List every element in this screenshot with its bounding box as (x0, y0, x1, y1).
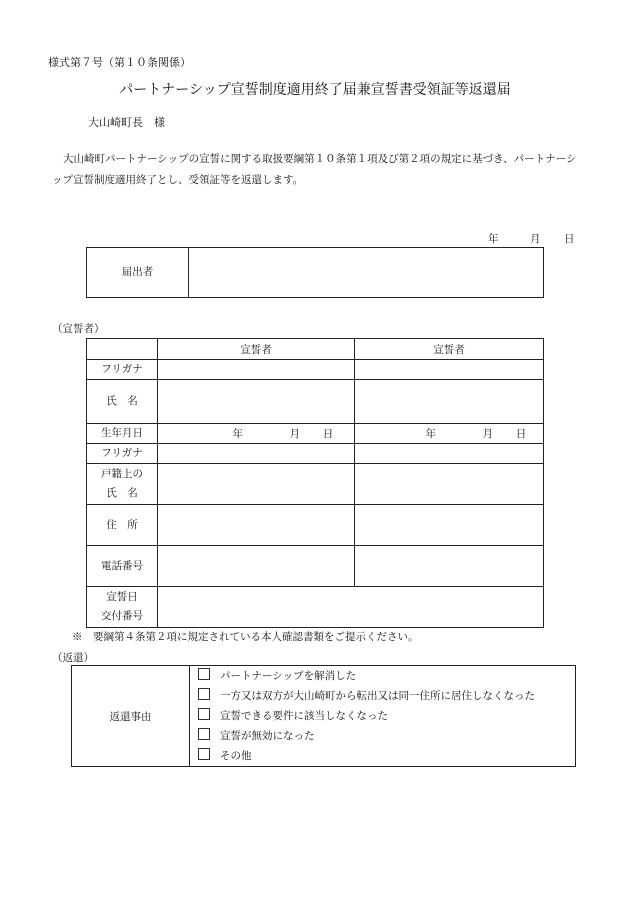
reason-text: 宣誓できる要件に該当しなくなった (220, 710, 388, 722)
name-label: 氏 名 (87, 380, 158, 424)
phone-label: 電話番号 (87, 546, 158, 587)
id-document-note: ※ 要綱第４条第２項に規定されている本人確認書類をご提示ください。 (72, 631, 419, 643)
date-day-label: 日 (564, 233, 575, 245)
declarant-2-birthdate-field[interactable] (355, 424, 544, 444)
reason-option[interactable] (190, 686, 575, 706)
birth-month-label: 月 (482, 428, 493, 440)
form-number: 様式第７号（第１０条関係） (48, 56, 191, 69)
return-reason-options (190, 666, 576, 767)
reason-option[interactable] (190, 746, 575, 766)
declarant-1-koseki-name-field[interactable] (158, 464, 355, 505)
header-blank (87, 339, 158, 360)
issue-number-label: 交付番号 (101, 610, 143, 622)
submission-date[interactable] (488, 231, 575, 246)
koseki-name-label (87, 464, 158, 505)
address-label: 住 所 (87, 505, 158, 546)
declarant-2-name-field[interactable] (355, 380, 544, 424)
declarant-table (86, 338, 544, 628)
checkbox[interactable] (198, 688, 210, 700)
reason-option[interactable] (190, 706, 575, 726)
checkbox[interactable] (198, 708, 210, 720)
checkbox[interactable] (198, 728, 210, 740)
declarant-2-phone-field[interactable] (355, 546, 544, 587)
birthdate-label: 生年月日 (87, 424, 158, 444)
return-reason-label: 返還事由 (72, 666, 190, 767)
declarant-2-furigana-field[interactable] (355, 360, 544, 380)
reason-text: 宣誓が無効になった (220, 730, 315, 742)
reason-option[interactable] (190, 726, 575, 746)
date-year-label: 年 (488, 233, 499, 245)
declarant-caption: （宣誓者） (52, 323, 105, 335)
return-table (71, 665, 576, 767)
birth-month-label: 月 (289, 428, 300, 440)
birth-day-label: 日 (322, 428, 334, 440)
declarant-1-address-field[interactable] (158, 505, 355, 546)
filer-label: 届出者 (87, 248, 189, 298)
declarant-1-birthdate-field[interactable] (158, 424, 355, 444)
date-month-label: 月 (530, 233, 541, 245)
reason-text: その他 (220, 750, 252, 762)
declarant-1-koseki-furigana-field[interactable] (158, 444, 355, 464)
furigana-label: フリガナ (87, 360, 158, 380)
declarant-2-koseki-furigana-field[interactable] (355, 444, 544, 464)
issue-info-label (87, 587, 158, 628)
declarant-2-koseki-name-field[interactable] (355, 464, 544, 505)
birth-year-label: 年 (425, 428, 436, 440)
body-text: 大山崎町パートナーシップの宣誓に関する取扱要綱第１０条第１項及び第２項の規定に基づき、パートナーシップ宣誓制度適用終了とし、受領証等を返還します。 (52, 153, 577, 186)
checkbox[interactable] (198, 748, 210, 760)
koseki-furigana-label: フリガナ (87, 444, 158, 464)
koseki-name-label-line2: 氏 名 (106, 487, 138, 499)
document-title: パートナーシップ宣誓制度適用終了届兼宣誓書受領証等返還届 (119, 82, 511, 98)
filer-table (86, 247, 544, 298)
reason-text: 一方又は双方が大山崎町から転出又は同一住所に居住しなくなった (220, 690, 535, 702)
checkbox[interactable] (198, 668, 210, 680)
issue-date-label: 宣誓日 (106, 591, 138, 603)
declarant-2-address-field[interactable] (355, 505, 544, 546)
declarant-1-furigana-field[interactable] (158, 360, 355, 380)
declarant-2-header: 宣誓者 (355, 339, 544, 360)
declarant-1-name-field[interactable] (158, 380, 355, 424)
birth-day-label: 日 (515, 428, 527, 440)
declarant-1-phone-field[interactable] (158, 546, 355, 587)
reason-option[interactable] (190, 666, 575, 686)
issue-info-field[interactable] (158, 587, 544, 628)
return-caption: （返還） (52, 652, 94, 664)
addressee: 大山崎町長 様 (88, 116, 165, 129)
koseki-name-label-line1: 戸籍上の (101, 468, 143, 480)
filer-field[interactable] (189, 248, 544, 298)
birth-year-label: 年 (232, 428, 243, 440)
reason-text: パートナーシップを解消した (220, 670, 357, 682)
declarant-1-header: 宣誓者 (158, 339, 355, 360)
